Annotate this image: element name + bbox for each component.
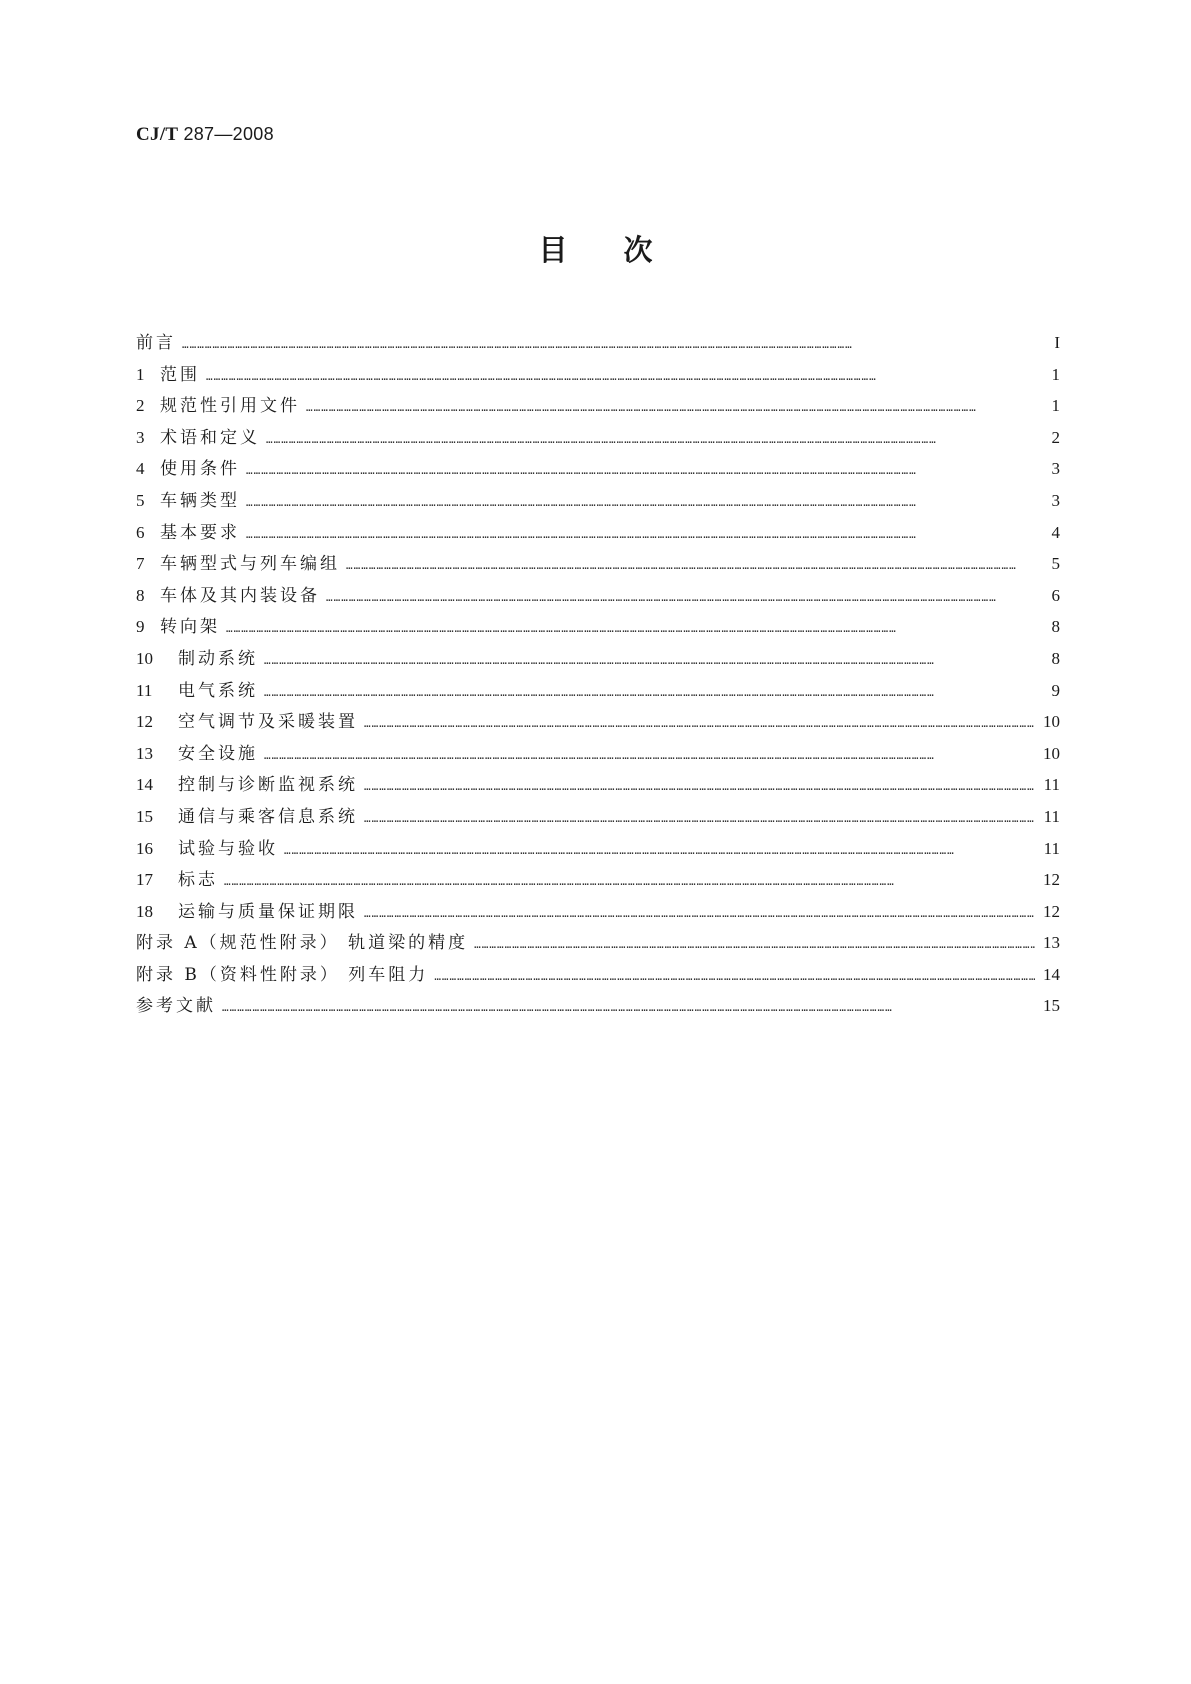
- toc-leader-dots: [474, 938, 1035, 951]
- toc-entry-page: 15: [1043, 996, 1060, 1016]
- toc-entry[interactable]: [136, 518, 1060, 550]
- toc-entry-label: 前言: [136, 333, 176, 353]
- toc-entry-page: 10: [1043, 712, 1060, 732]
- toc-leader-dots: [434, 970, 1035, 983]
- toc-entry-number: 16: [136, 838, 153, 858]
- toc-entry-page: 8: [1051, 648, 1060, 668]
- toc-leader-dots: [364, 812, 1036, 825]
- toc-leader-dots: [306, 401, 1038, 414]
- toc-entry-label: 使用条件: [160, 459, 240, 480]
- toc-leader-dots: [246, 464, 1038, 477]
- toc-entry[interactable]: [136, 676, 1060, 708]
- toc-entry-label: 参考文献: [136, 996, 216, 1017]
- toc-leader-dots: [226, 622, 1038, 635]
- toc-leader-dots: [364, 717, 1035, 730]
- toc-entry[interactable]: [136, 644, 1060, 676]
- toc-leader-dots: [284, 844, 1036, 857]
- toc-entry-number: 6: [136, 522, 145, 542]
- toc-entry-label: 基本要求: [160, 522, 240, 543]
- toc-entry-page: I: [1054, 333, 1060, 352]
- toc-entry-label: 运输与质量保证期限: [178, 901, 358, 922]
- toc-entry-label: 试验与验收: [178, 838, 278, 859]
- toc-leader-dots: [266, 433, 1038, 446]
- toc-entry[interactable]: [136, 991, 1060, 1023]
- toc-entry-number: 11: [136, 680, 153, 700]
- toc-entry-label: 制动系统: [178, 648, 258, 669]
- toc-entry[interactable]: [136, 391, 1060, 423]
- toc-entry-page: 3: [1051, 490, 1060, 510]
- toc-entry-page: 13: [1043, 933, 1060, 953]
- toc-leader-dots: [264, 654, 1038, 667]
- toc-entry[interactable]: [136, 423, 1060, 455]
- toc-entry[interactable]: [136, 770, 1060, 802]
- toc-entry-label: 电气系统: [178, 680, 258, 701]
- toc-entry-label: 范围: [160, 364, 200, 385]
- table-of-contents: [136, 328, 1060, 1023]
- document-code: [136, 124, 274, 146]
- toc-entry-label: 安全设施: [178, 743, 258, 764]
- toc-leader-dots: [326, 591, 1038, 604]
- toc-entry[interactable]: [136, 549, 1060, 581]
- toc-entry[interactable]: [136, 486, 1060, 518]
- toc-leader-dots: [246, 496, 1038, 509]
- toc-entry[interactable]: [136, 802, 1060, 834]
- toc-entry[interactable]: [136, 707, 1060, 739]
- toc-entry-number: 12: [136, 712, 153, 732]
- toc-entry-label: 车辆类型: [160, 490, 240, 511]
- toc-entry-label: 附录 B（资料性附录） 列车阻力: [136, 964, 429, 985]
- toc-entry-label: 术语和定义: [160, 427, 260, 448]
- toc-entry-label: 转向架: [160, 617, 220, 638]
- toc-entry-number: 13: [136, 743, 153, 763]
- toc-leader-dots: [246, 528, 1038, 541]
- toc-leader-dots: [224, 875, 1035, 888]
- toc-entry[interactable]: [136, 897, 1060, 929]
- document-code-prefix: CJ/T: [136, 124, 179, 145]
- toc-leader-dots: [264, 749, 1035, 762]
- toc-entry-page: 4: [1051, 522, 1060, 542]
- toc-entry[interactable]: [136, 928, 1060, 960]
- toc-entry[interactable]: [136, 581, 1060, 613]
- toc-entry-label: 空气调节及采暖装置: [178, 712, 358, 733]
- toc-entry-number: 9: [136, 617, 145, 637]
- toc-leader-dots: [206, 370, 1038, 383]
- toc-entry-number: 10: [136, 648, 153, 668]
- toc-entry-number: 3: [136, 427, 145, 447]
- toc-entry-label: 车体及其内装设备: [160, 585, 320, 606]
- toc-entry-label: 附录 A（规范性附录） 轨道梁的精度: [136, 933, 469, 954]
- toc-leader-dots: [182, 338, 1038, 351]
- toc-entry[interactable]: [136, 960, 1060, 992]
- toc-entry-label: 控制与诊断监视系统: [178, 775, 358, 796]
- toc-entry[interactable]: [136, 865, 1060, 897]
- toc-entry-page: 2: [1051, 427, 1060, 447]
- toc-leader-dots: [364, 907, 1035, 920]
- toc-entry-page: 12: [1043, 901, 1060, 921]
- toc-entry-page: 6: [1051, 585, 1060, 605]
- toc-entry-page: 11: [1043, 806, 1060, 826]
- toc-entry-number: 17: [136, 870, 153, 890]
- toc-entry-number: 1: [136, 364, 145, 384]
- toc-entry-number: 4: [136, 459, 145, 479]
- toc-entry-page: 12: [1043, 870, 1060, 890]
- toc-entry-label: 通信与乘客信息系统: [178, 806, 358, 827]
- toc-entry-number: 7: [136, 554, 145, 574]
- toc-entry[interactable]: [136, 328, 1060, 360]
- page-title: 目次: [538, 233, 709, 267]
- toc-entry[interactable]: [136, 360, 1060, 392]
- toc-entry-page: 5: [1051, 554, 1060, 574]
- toc-entry-number: 5: [136, 490, 145, 510]
- toc-entry-page: 8: [1051, 617, 1060, 637]
- toc-entry-page: 3: [1051, 459, 1060, 479]
- toc-entry[interactable]: [136, 834, 1060, 866]
- toc-entry-page: 11: [1043, 775, 1060, 795]
- toc-leader-dots: [346, 559, 1038, 572]
- toc-entry-label: 标志: [178, 870, 218, 891]
- toc-entry-number: 15: [136, 806, 153, 826]
- document-code-number: 287—2008: [183, 124, 274, 144]
- toc-entry-page: 1: [1051, 396, 1060, 416]
- toc-entry-label: 车辆型式与列车编组: [160, 554, 340, 575]
- toc-entry-page: 11: [1043, 838, 1060, 858]
- toc-leader-dots: [222, 1001, 1035, 1014]
- toc-entry-page: 10: [1043, 743, 1060, 763]
- toc-entry-label: 规范性引用文件: [160, 396, 300, 417]
- toc-leader-dots: [264, 686, 1038, 699]
- toc-entry-number: 14: [136, 775, 153, 795]
- toc-entry-number: 18: [136, 901, 153, 921]
- toc-entry[interactable]: [136, 454, 1060, 486]
- toc-entry[interactable]: [136, 739, 1060, 771]
- toc-entry-page: 9: [1051, 680, 1060, 700]
- toc-entry-number: 2: [136, 396, 145, 416]
- toc-entry-number: 8: [136, 585, 145, 605]
- toc-entry-page: 14: [1043, 964, 1060, 984]
- toc-leader-dots: [364, 780, 1036, 793]
- toc-entry-page: 1: [1051, 364, 1060, 384]
- toc-entry[interactable]: [136, 612, 1060, 644]
